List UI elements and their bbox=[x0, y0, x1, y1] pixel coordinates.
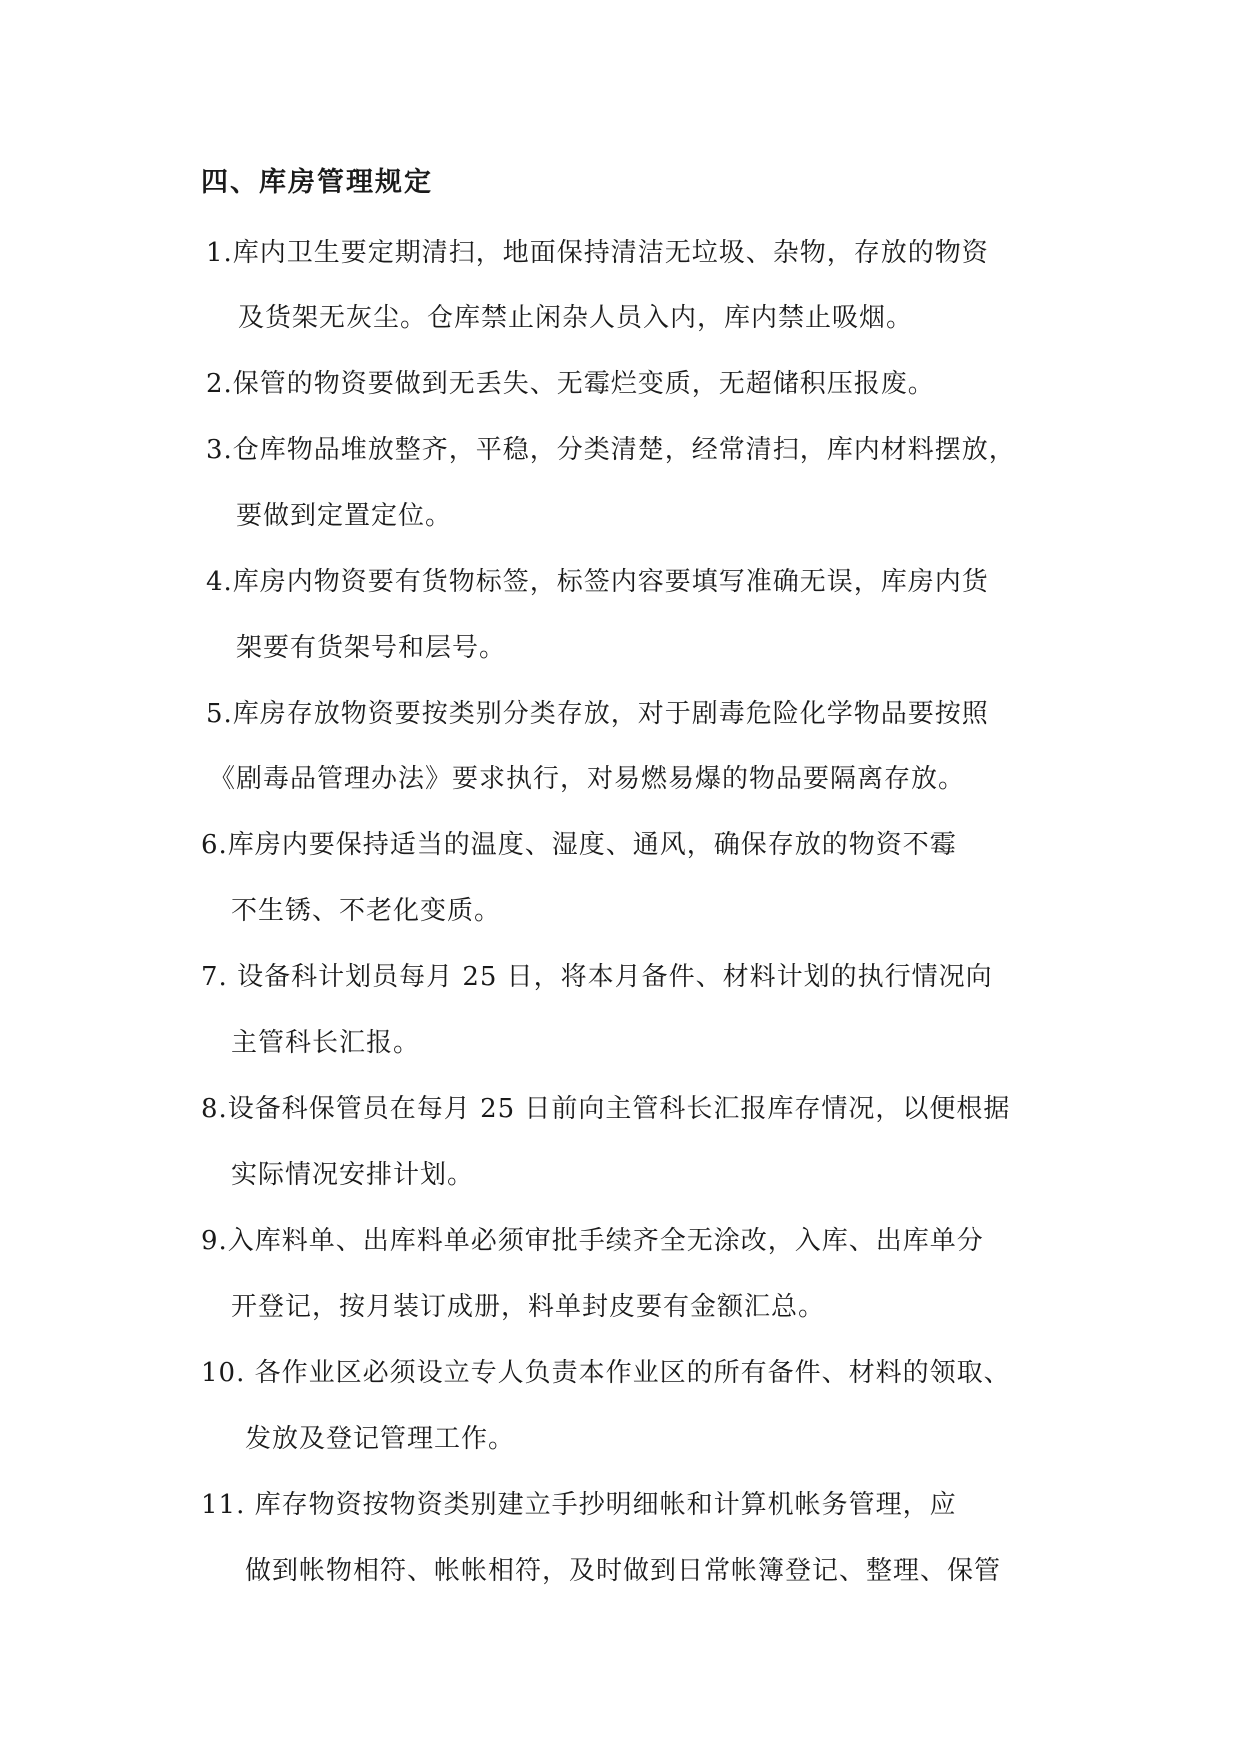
text-line: 不生锈、不老化变质。 bbox=[231, 896, 502, 926]
text-line: 要做到定置定位。 bbox=[236, 501, 453, 531]
text-line: 6.库房内要保持适当的温度、湿度、通风，确保存放的物资不霉 bbox=[201, 830, 957, 860]
text-line: 开登记，按月装订成册，料单封皮要有金额汇总。 bbox=[231, 1292, 826, 1322]
text-line: 实际情况安排计划。 bbox=[231, 1160, 475, 1190]
text-line: 主管科长汇报。 bbox=[231, 1028, 421, 1058]
text-line: 2.保管的物资要做到无丢失、无霉烂变质，无超储积压报废。 bbox=[206, 369, 935, 399]
text-line: 9.入库料单、出库料单必须审批手续齐全无涂改，入库、出库单分 bbox=[201, 1226, 984, 1256]
text-line: 10. 各作业区必须设立专人负责本作业区的所有备件、材料的领取、 bbox=[201, 1358, 1011, 1388]
text-line: 《剧毒品管理办法》要求执行，对易燃易爆的物品要隔离存放。 bbox=[209, 764, 966, 794]
text-line: 4.库房内物资要有货物标签，标签内容要填写准确无误，库房内货 bbox=[206, 567, 989, 597]
text-line: 3.仓库物品堆放整齐，平稳，分类清楚，经常清扫，库内材料摆放， bbox=[206, 435, 1016, 465]
text-line: 架要有货架号和层号。 bbox=[236, 633, 507, 663]
text-line: 发放及登记管理工作。 bbox=[245, 1424, 516, 1454]
text-line: 1.库内卫生要定期清扫，地面保持清洁无垃圾、杂物，存放的物资 bbox=[206, 238, 989, 268]
text-line: 11. 库存物资按物资类别建立手抄明细帐和计算机帐务管理，应 bbox=[201, 1490, 957, 1520]
section-title: 四、库房管理规定 bbox=[201, 167, 433, 198]
text-line: 做到帐物相符、帐帐相符，及时做到日常帐簿登记、整理、保管 bbox=[245, 1556, 1002, 1586]
text-line: 及货架无灰尘。仓库禁止闲杂人员入内，库内禁止吸烟。 bbox=[238, 303, 914, 333]
text-line: 5.库房存放物资要按类别分类存放，对于剧毒危险化学物品要按照 bbox=[206, 699, 989, 729]
text-line: 8.设备科保管员在每月 25 日前向主管科长汇报库存情况，以便根据 bbox=[201, 1094, 1011, 1124]
text-line: 7. 设备科计划员每月 25 日，将本月备件、材料计划的执行情况向 bbox=[201, 962, 993, 992]
